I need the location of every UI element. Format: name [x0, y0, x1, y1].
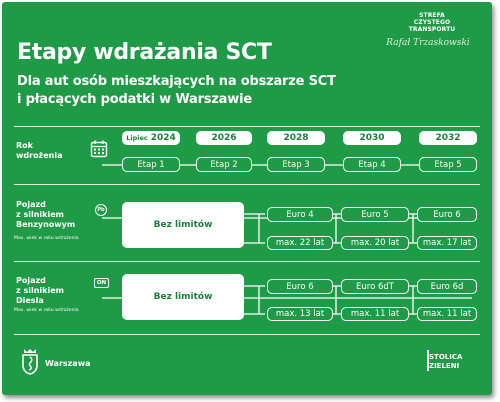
- timeline-label-line-1: Rok: [16, 141, 33, 150]
- divider-petrol: [14, 184, 480, 185]
- stolica-line-2: ZIELENI: [429, 362, 460, 370]
- diesel-norm-1: Euro 6: [267, 279, 333, 294]
- petrol-norm-2: Euro 5: [341, 207, 409, 222]
- stage-5: Etap 5: [419, 157, 477, 172]
- brand-line-1: STREFA: [419, 12, 445, 19]
- warsaw-crest-icon: [20, 347, 40, 375]
- mayor-signature: Rafał Trzaskowski: [386, 38, 470, 48]
- brand-line-2: CZYSTEGO: [413, 19, 451, 26]
- diesel-label-line-1: Pojazd: [16, 276, 46, 285]
- year-2026: 2026: [196, 131, 252, 145]
- subtitle-line-1: Dla aut osób mieszkających na obszarze SCT: [17, 74, 336, 89]
- diesel-label-line-2: z silnikiem: [16, 286, 64, 295]
- petrol-label-line-1: Pojazd: [16, 200, 46, 209]
- sct-poster: [2, 2, 492, 395]
- year-2030: 2030: [343, 131, 401, 145]
- petrol-age-3: max. 17 lat: [417, 236, 477, 250]
- stage-4: Etap 4: [343, 157, 401, 172]
- year-2032: 2032: [419, 131, 477, 145]
- diesel-on-icon: ON: [94, 278, 109, 288]
- petrol-label-line-2: z silnikiem: [16, 210, 64, 219]
- timeline-label: [16, 141, 62, 161]
- divider-bottom: [14, 334, 480, 335]
- petrol-pb-icon: Pb: [95, 204, 107, 216]
- diesel-norm-2: Euro 6dT: [341, 279, 409, 294]
- subtitle-line-2: i płacących podatki w Warszawie: [17, 92, 252, 107]
- calendar-icon: [90, 139, 108, 159]
- stage-2: Etap 2: [196, 157, 252, 172]
- year-2024: [122, 131, 180, 145]
- diesel-age-3: max. 11 lat: [417, 307, 477, 321]
- diesel-label: [16, 276, 64, 306]
- page-title: Etapy wdrażania SCT: [17, 40, 272, 65]
- year-prefix: Lipiec: [126, 134, 148, 142]
- diesel-age-2: max. 11 lat: [341, 307, 409, 321]
- diesel-label-line-3: Diesla: [16, 296, 44, 305]
- year-2028: 2028: [267, 131, 325, 145]
- petrol-max-age-note: Max. wiek w roku wdrożenia: [14, 236, 79, 241]
- petrol-label: [16, 200, 75, 230]
- connector-lines: [2, 2, 492, 395]
- petrol-age-2: max. 20 lat: [341, 236, 409, 250]
- petrol-norm-3: Euro 6: [417, 207, 477, 222]
- divider-top: [14, 126, 480, 127]
- warszawa-logo-text: Warszawa: [45, 359, 91, 368]
- timeline-label-line-2: wdrożenia: [16, 151, 63, 160]
- petrol-age-1: max. 22 lat: [267, 236, 333, 250]
- petrol-no-limit-box: Bez limitów: [122, 202, 244, 248]
- divider-diesel: [14, 261, 480, 262]
- petrol-norm-1: Euro 4: [267, 207, 333, 222]
- diesel-no-limit-box: Bez limitów: [122, 274, 244, 320]
- diesel-age-1: max. 13 lat: [267, 307, 333, 321]
- diesel-norm-3: Euro 6d: [417, 279, 477, 294]
- stolica-line-1: STOLICA: [429, 353, 463, 361]
- stage-1: Etap 1: [122, 157, 180, 172]
- year-value: 2024: [150, 133, 176, 143]
- stage-3: Etap 3: [267, 157, 325, 172]
- stolica-zieleni-logo: [429, 353, 462, 371]
- diesel-max-age-note: Max. wiek w roku wdrożenia: [14, 308, 79, 313]
- brand-line-3: TRANSPORTU: [408, 26, 456, 33]
- petrol-label-line-3: Benzynowym: [16, 220, 76, 229]
